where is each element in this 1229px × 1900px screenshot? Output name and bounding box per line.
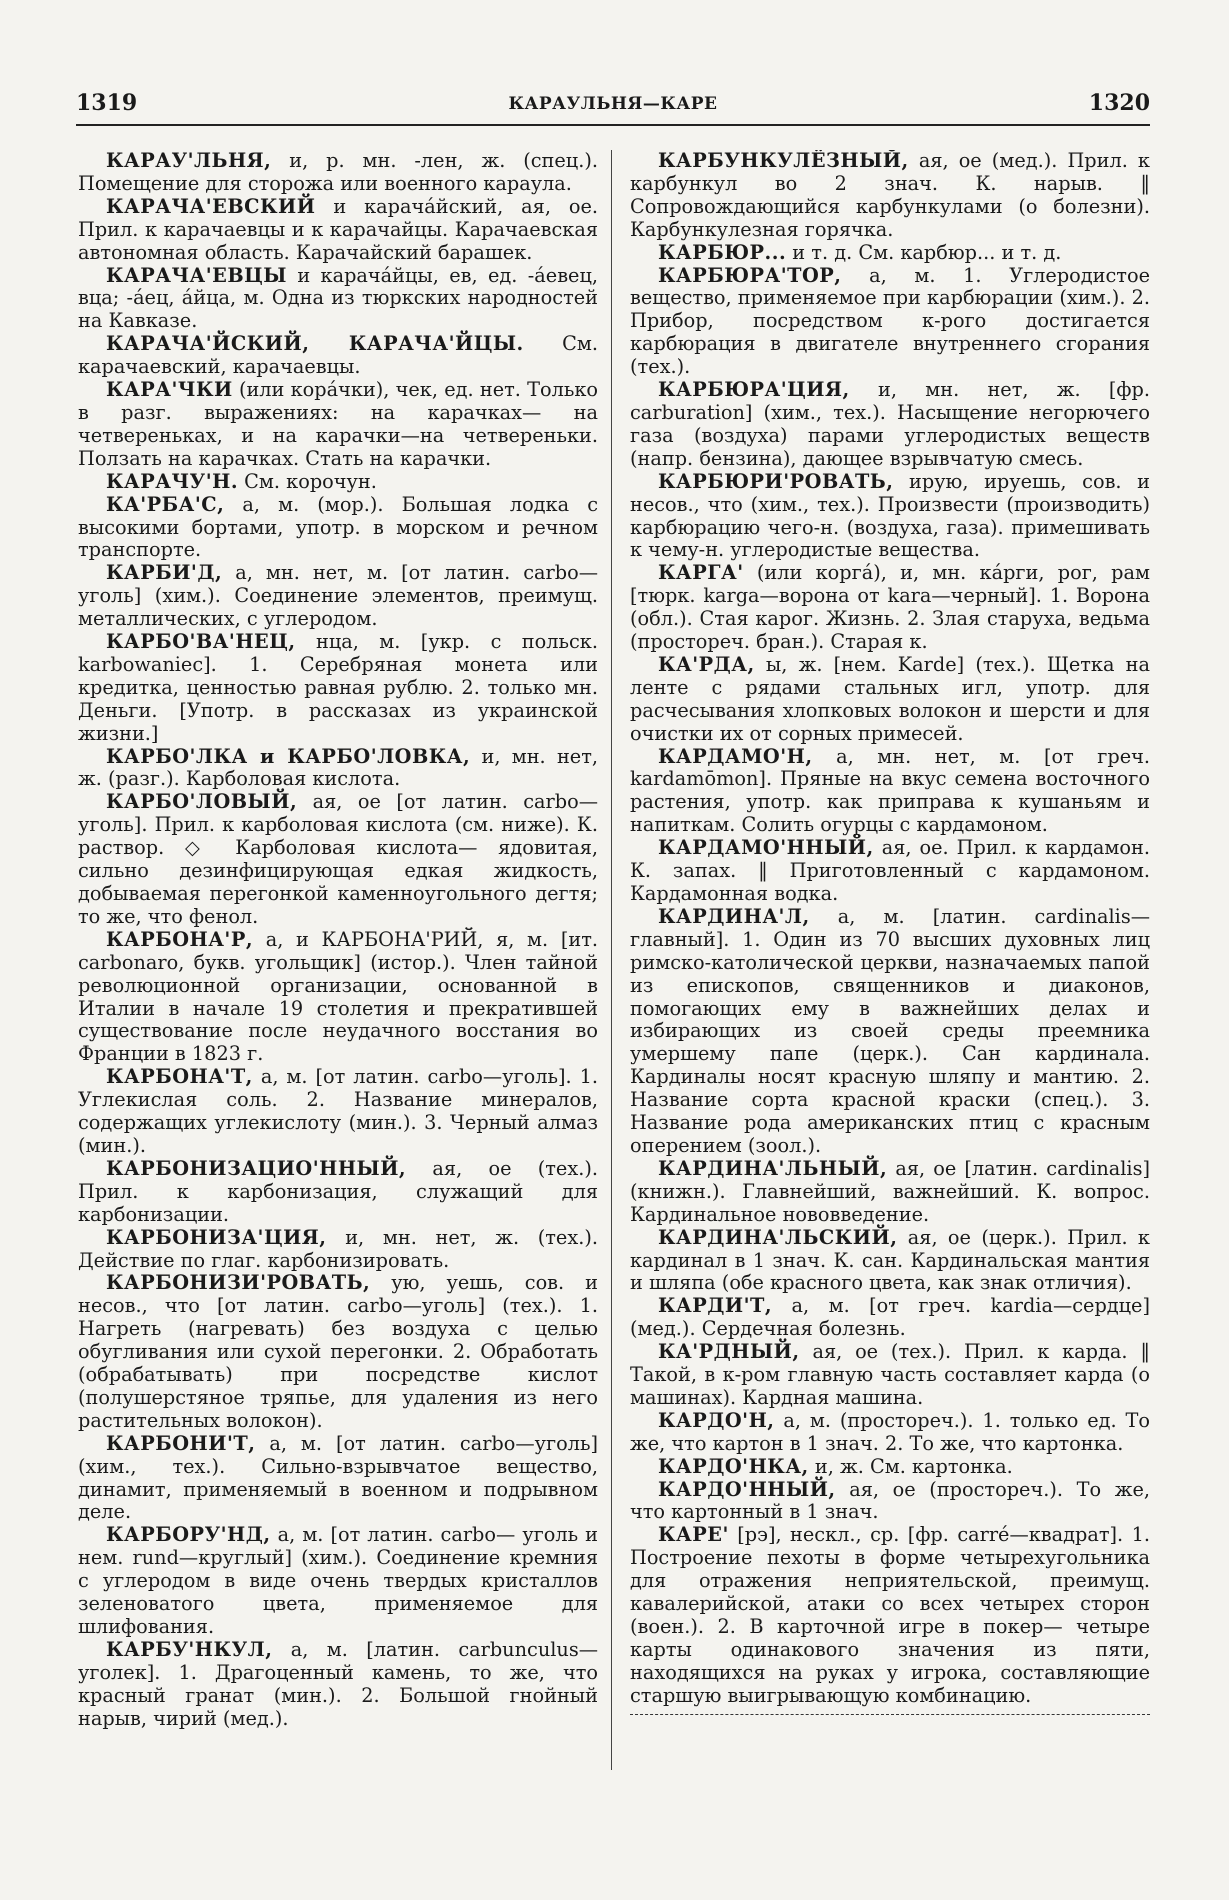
dictionary-entry [78, 471, 598, 494]
dictionary-entry [630, 1295, 1150, 1341]
entry-definition: (или коргá), и, мн. кáрги, рог, рам [тюрк. karga—ворона от kara—черный]. 1. Ворона (обл.). Стая карог. Жизнь. 2. Злая старуха, ведьма (простореч. бран.). Старая к. [630, 561, 1150, 654]
entry-headword: КАРГА' [658, 561, 744, 585]
entry-headword: КАРБОНИЗИ'РОВАТЬ, [106, 1271, 371, 1295]
entry-definition: ая, ое (тех.). Прил. к карбонизация, служащий для карбонизации. [78, 1156, 598, 1226]
entry-headword: КАРБИ'Д, [106, 561, 223, 585]
entry-definition: ы, ж. [нем. Karde] (тех.). Щетка на ленте с рядами стальных игл, употр. для расчесывания хлопковых волокон и шерсти и для очистки их от сорных примесей. [630, 652, 1150, 745]
entry-definition: а, м. [латин. carbunculus—уголек]. 1. Драгоценный камень, то же, что красный гранат (мин.). 2. Большой гнойный нарыв, чирий (мед.). [78, 1637, 598, 1730]
dictionary-entry [78, 1639, 598, 1731]
entry-definition: ая, ое (церк.). Прил. к кардинал в 1 знач. К. сан. Кардинальская мантия и шляпа (обе красного цвета, как знак отличия). [630, 1225, 1150, 1295]
entry-definition: ая, ое [от латин. carbo— уголь]. Прил. к карболовая кислота (см. ниже). К. раствор. ◇ Карболовая кислота— ядовитая, сильно дезинфицирующая едкая жидкость, добываемая перегонкой каменноугольного дегтя; то же, что фенол. [78, 790, 598, 928]
entry-headword: КАРБЮРА'ЦИЯ, [658, 378, 850, 402]
right-column [630, 150, 1150, 1890]
entry-definition: ая, ое. Прил. к кардамон. К. запах. ‖ Приготовленный с кардамоном. Кардамонная водка. [630, 836, 1150, 905]
entry-headword: КАРБЮРИ'РОВАТЬ, [658, 469, 894, 493]
dictionary-entry [630, 471, 1150, 563]
entry-headword: КА'РБА'С, [106, 492, 225, 516]
dictionary-entry [78, 929, 598, 1066]
entry-headword: КАРДИНА'ЛЬНЫЙ, [658, 1156, 888, 1180]
dictionary-entry [78, 1158, 598, 1227]
entry-definition: а, м. [от латин. carbo—уголь] (хим., тех.). Сильно-взрывчатое вещество, динамит, применяемый в военном и подрывном деле. [78, 1431, 598, 1524]
header-rule [76, 124, 1150, 126]
entry-headword: КАРБО'ЛОВЫЙ, [106, 790, 298, 814]
dictionary-entry [630, 265, 1150, 380]
entry-headword: КА'РДА, [658, 652, 755, 676]
dictionary-entry [630, 242, 1150, 265]
entry-headword: КАРБЮРА'ТОР, [658, 263, 842, 287]
dictionary-entry [630, 1479, 1150, 1525]
dictionary-entry [78, 150, 598, 196]
dictionary-entry [78, 746, 598, 792]
entry-headword: КАРДИ'Т, [658, 1294, 773, 1318]
dictionary-entry [630, 746, 1150, 838]
entry-definition: нца, м. [укр. с польск. karbowaniec]. 1. Серебряная монета или кредитка, ценностью равная рублю. 2. только мн. Деньги. [Употр. в рассказах из украинской жизни.] [78, 630, 598, 745]
entry-headword: КАРБОНА'Р, [106, 927, 254, 951]
entry-definition: а, м. [латин. cardinalis— главный]. 1. Один из 70 высших духовных лиц римско-католической церкви, назначаемых папой из епископов, священников и диаконов, помогающих ему в важнейших делах и избирающих из своей среды преемника умершему папе (церк.). Сан кардинала. Кардиналы носят красную шляпу и мантию. 2. Название сорта красной краски (спец.). 3. Название рода американских птиц с красным оперением (зоол.). [630, 904, 1150, 1157]
dictionary-entry [630, 1524, 1150, 1707]
entry-definition: а, мн. нет, м. [от греч. kardamōmon]. Пряные на вкус семена восточного растения, употр. как приправа к кушаньям и напиткам. Солить огурцы с кардамоном. [630, 744, 1150, 837]
entry-headword: КАРБОНА'Т, [106, 1065, 253, 1089]
page-number-left: 1319 [76, 90, 138, 116]
entry-headword: КАРДАМО'Н, [658, 744, 813, 768]
entry-headword: КАРЕ' [658, 1523, 729, 1547]
entry-headword: КАРДИНА'Л, [658, 904, 810, 928]
entry-definition: ую, уешь, сов. и несов., что [от латин. carbo—уголь] (тех.). 1. Нагреть (нагревать) без воздуха с целью обугливания или сухой перегонки. 2. Обработать (обрабатывать) при посредстве кислот (полушерстяное тряпье, для удаления из него растительных волокон). [78, 1271, 598, 1432]
entry-definition: и, р. мн. -лен, ж. (спец.). Помещение для сторожа или военного караула. [78, 150, 598, 195]
entry-headword: КАРДИНА'ЛЬСКИЙ, [658, 1225, 898, 1249]
dictionary-entry [630, 1341, 1150, 1410]
entry-definition: (или корáчки), чек, ед. нет. Только в разг. выражениях: на карачках— на четвереньках, и на карачки—на четвереньки. Ползать на карачках. Стать на карачки. [78, 378, 598, 470]
dictionary-entry [78, 494, 598, 563]
dictionary-entry [78, 1227, 598, 1273]
entry-definition: и, ж. См. картонка. [808, 1454, 1013, 1478]
dictionary-entry [78, 791, 598, 928]
dictionary-entry [78, 265, 598, 334]
dictionary-entry [630, 379, 1150, 471]
column-divider [611, 150, 612, 1770]
running-head: КАРАУЛЬНЯ—КАРЕ [508, 94, 718, 114]
entry-definition: а, м. (мор.). Большая лодка с высокими бортами, употр. в морском и речном транспорте. [78, 492, 598, 562]
entry-definition: а, и КАРБОНА'РИЙ, я, м. [ит. carbonaro, букв. угольщик] (истор.). Член тайной революционной организации, основанной в Италии в начале 19 столетия и прекратившей существование после неудачного восстания во Франции в 1823 г. [78, 927, 598, 1066]
left-column [78, 150, 598, 1890]
entry-definition: и, мн. нет, ж. (тех.). Действие по глаг. карбонизировать. [78, 1225, 598, 1272]
dictionary-entry [78, 631, 598, 746]
entry-headword: КАРБУНКУЛЁЗНЫЙ, [658, 150, 909, 172]
entry-headword: КАРАУ'ЛЬНЯ, [106, 150, 272, 172]
dictionary-entry [78, 1272, 598, 1432]
dictionary-entry [630, 1456, 1150, 1479]
entry-definition: и, мн. нет, ж. [фр. carburation] (хим., тех.). Насыщение негорючего газа (воздуха) парами углеродистых веществ (напр. бензина), дающее взрывчатую смесь. [630, 378, 1150, 470]
entry-definition: См. карачаевский, карачаевцы. [78, 332, 598, 379]
dictionary-entry [78, 562, 598, 631]
entry-headword: КАРАЧА'ЙСКИЙ, КАРАЧА'ЙЦЫ. [106, 332, 524, 356]
dictionary-entry [630, 150, 1150, 242]
entry-definition: а, м. [от латин. carbo— уголь и нем. rund—круглый] (хим.). Соединение кремния с углеродом в виде очень твердых кристаллов зеленоватого цвета, применяемое для шлифования. [78, 1523, 598, 1638]
dictionary-entry [78, 196, 598, 265]
entry-headword: КАРБО'ВА'НЕЦ, [106, 630, 296, 654]
entry-definition: ая, ое (тех.). Прил. к карда. ‖ Такой, в к-ром главную часть составляет карда (о машинах). Кардная машина. [630, 1340, 1150, 1409]
entry-headword: КА'РДНЫЙ, [658, 1340, 800, 1364]
entry-headword: КАРБО'ЛКА и КАРБО'ЛОВКА, [106, 744, 471, 768]
entry-headword: КАРБУ'НКУЛ, [106, 1637, 273, 1661]
entry-definition: и т. д. См. карбюр... и т. д. [786, 240, 1062, 264]
entry-headword: КАРДО'Н, [658, 1408, 775, 1432]
entry-definition: См. корочун. [238, 469, 377, 493]
dictionary-entry [630, 1410, 1150, 1456]
entry-headword: КАРА'ЧКИ [106, 378, 233, 402]
page-number-right: 1320 [1088, 90, 1150, 116]
entry-definition: ая, ое (простореч.). То же, что картонный в 1 знач. [630, 1477, 1150, 1524]
entry-headword: КАРДО'ННЫЙ, [658, 1477, 836, 1501]
entry-definition: и, мн. нет, ж. (разг.). Карболовая кислота. [78, 744, 598, 791]
dictionary-entry [78, 1524, 598, 1639]
entry-definition: [рэ], нескл., ср. [фр. carré—квадрат]. 1. Построение пехоты в форме четырехугольника для отражения неприятельской, преимущ. кавалерийской, атаки со всех четырех сторон (воен.). 2. В карточной игре в покер— четыре карты одинакового значения из пяти, находящихся на руках у игрока, составляющие старшую выигрывающую комбинацию. [630, 1523, 1150, 1707]
entry-definition: ирую, ируешь, сов. и несов., что (хим., тех.). Произвести (производить) карбюрацию чего-н. (воздуха, газа). примешивать к чему-н. углеродистые вещества. [630, 469, 1150, 562]
entry-headword: КАРАЧА'ЕВСКИЙ [106, 194, 316, 218]
entry-definition: а, мн. нет, м. [от латин. carbo— уголь] (хим.). Соединение элементов, преимущ. металлических, с углеродом. [78, 561, 598, 631]
page-header [76, 90, 1150, 120]
dictionary-entry [630, 1227, 1150, 1296]
dictionary-entry [78, 333, 598, 379]
column-end-rule [630, 1714, 1150, 1715]
dictionary-entry [78, 379, 598, 471]
entry-definition: и карачáйский, ая, ое. Прил. к карачаевцы и к карачайцы. Карачаевская автономная область. Карачайский барашек. [78, 194, 598, 264]
dictionary-entry [78, 1433, 598, 1525]
dictionary-entry [630, 562, 1150, 654]
dictionary-entry [630, 837, 1150, 906]
entry-headword: КАРБОНИЗАЦИО'ННЫЙ, [106, 1156, 407, 1180]
entry-headword: КАРБОНИ'Т, [106, 1431, 256, 1455]
entry-headword: КАРБОРУ'НД, [106, 1523, 271, 1547]
entry-definition: а, м. (простореч.). 1. только ед. То же, что картон в 1 знач. 2. То же, что картонка. [630, 1408, 1150, 1455]
entry-definition: и карачáйцы, ев, ед. -áевец, вца; -áец, áйца, м. Одна из тюркских народностей на Кавказе. [78, 263, 598, 333]
dictionary-entry [630, 1158, 1150, 1227]
entry-headword: КАРБОНИЗА'ЦИЯ, [106, 1225, 327, 1249]
entry-definition: ая, ое [латин. cardinalis] (книжн.). Главнейший, важнейший. К. вопрос. Кардинальное нововведение. [630, 1156, 1150, 1226]
dictionary-entry [78, 1066, 598, 1158]
entry-headword: КАРБЮР... [658, 240, 787, 264]
dictionary-entry [630, 906, 1150, 1158]
entry-headword: КАРДАМО'ННЫЙ, [658, 836, 874, 860]
entry-headword: КАРДО'НКА, [658, 1454, 809, 1478]
entry-definition: а, м. [от греч. kardia—сердце] (мед.). Сердечная болезнь. [630, 1294, 1150, 1341]
dictionary-entry [630, 654, 1150, 746]
entry-definition: а, м. 1. Углеродистое вещество, применяемое при карбюрации (хим.). 2. Прибор, посредством к-рого достигается карбюрация в двигателе внутреннего сгорания (тех.). [630, 263, 1150, 379]
entry-definition: ая, ое (мед.). Прил. к карбункул во 2 знач. К. нарыв. ‖ Сопровождающийся карбункулами (о болезни). Карбункулезная горячка. [630, 150, 1150, 241]
entry-headword: КАРАЧА'ЕВЦЫ [106, 263, 287, 287]
entry-headword: КАРАЧУ'Н. [106, 469, 239, 493]
entry-definition: а, м. [от латин. carbo—уголь]. 1. Углекислая соль. 2. Название минералов, содержащих углекислоту (мин.). 3. Черный алмаз (мин.). [78, 1065, 598, 1157]
